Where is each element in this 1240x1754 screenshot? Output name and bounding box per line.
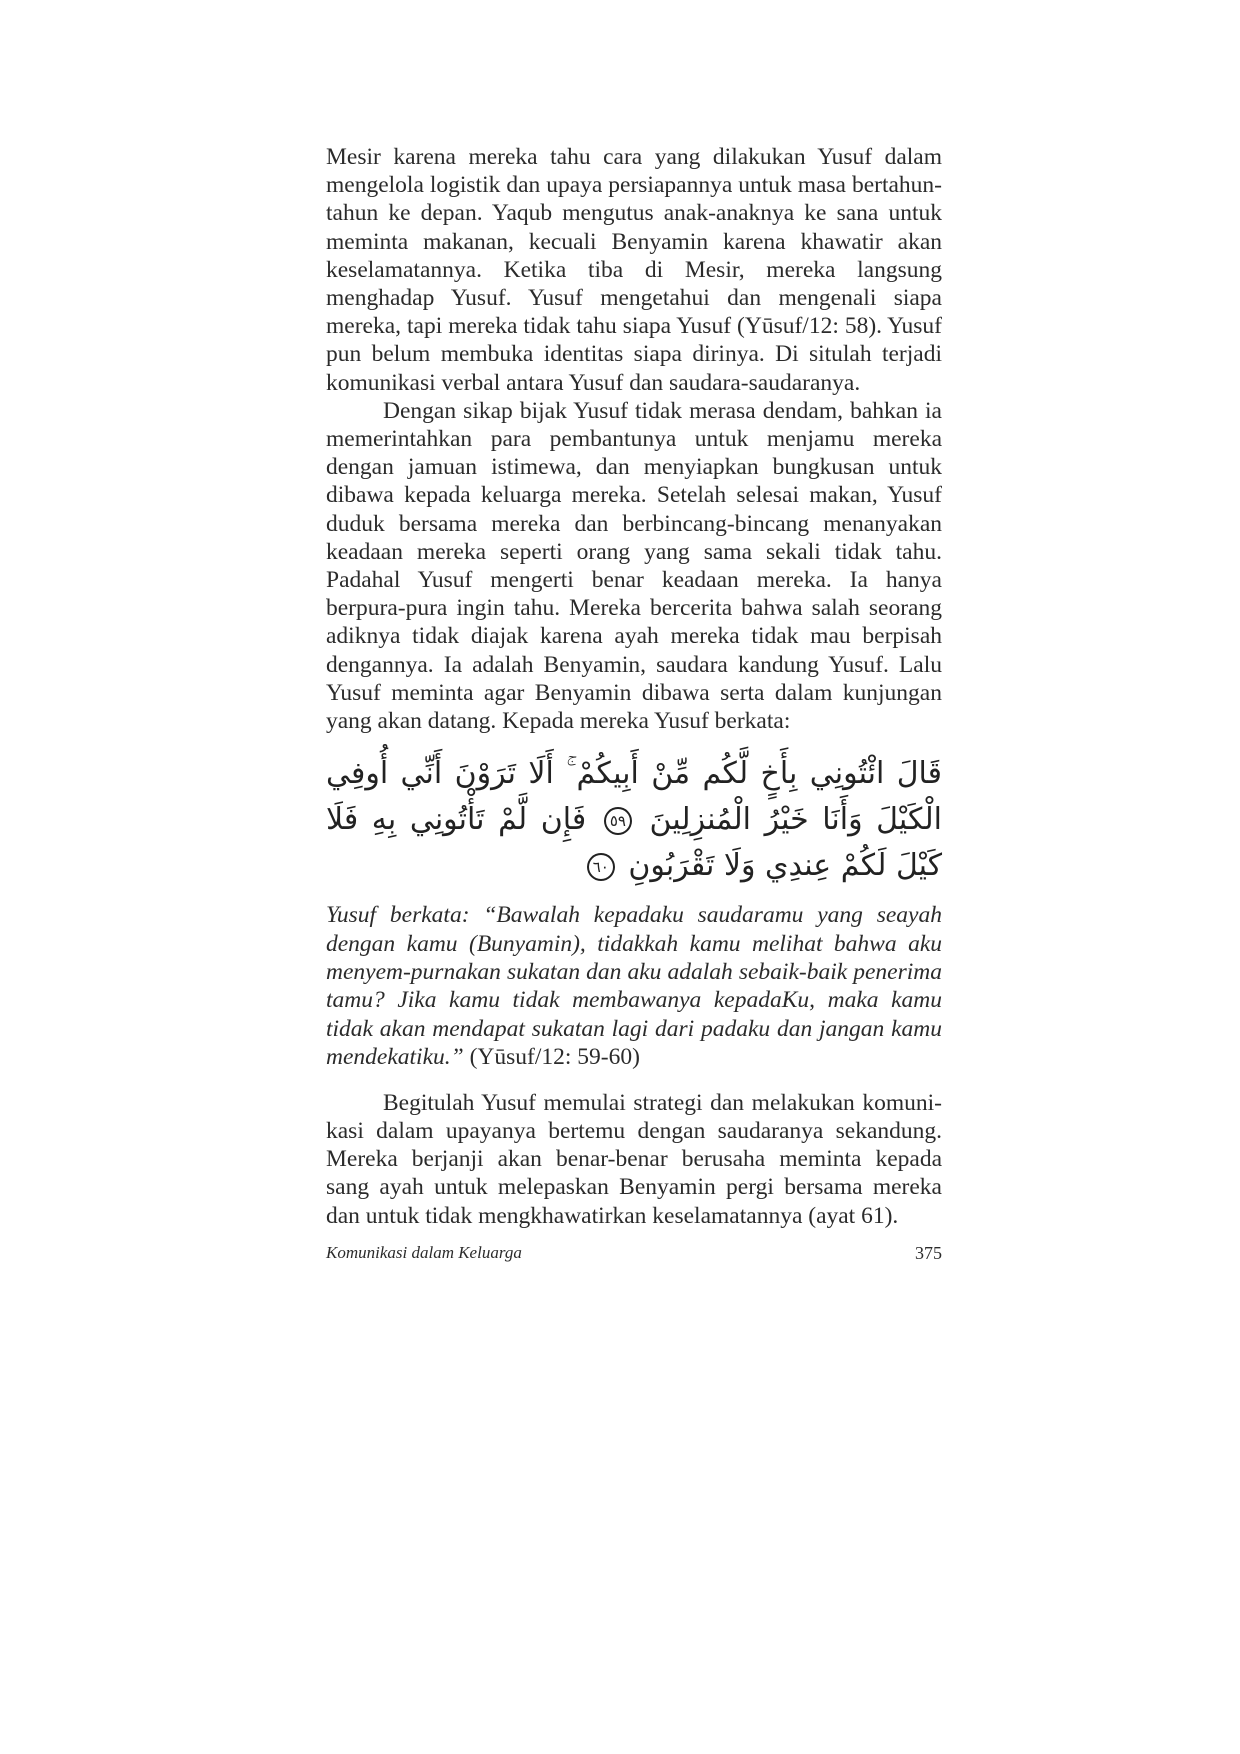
running-title: Komunikasi dalam Keluarga — [326, 1243, 522, 1262]
paragraph-2: Dengan sikap bijak Yusuf tidak merasa dendam, bahkan ia memerintahkan para pembantunya untuk menjamu mereka dengan jamuan istimewa, dan menyiapkan bungkusan untuk dibawa kepada keluarga mereka. Setelah selesai makan, Yusuf duduk bersama mereka dan berbincang-bincang menanyakan keadaan mereka seperti orang yang sama sekali tidak tahu. Padahal Yusuf mengerti benar keadaan mereka. Ia hanya berpura-pura ingin tahu. Mereka bercerita bahwa salah seorang adiknya tidak diajak karena ayah mereka tidak mau berpisah dengannya. Ia adalah Benyamin, saudara kandung Yusuf. Lalu Yusuf meminta agar Benyamin dibawa serta dalam kunjungan yang akan datang. Kepada mereka Yusuf berkata: — [326, 397, 942, 735]
translation-text: Yusuf berkata: “Bawalah kepadaku saudaramu yang seayah dengan kamu (Bunyamin), tidakkah kamu melihat bahwa aku menyem-purnakan sukatan dan aku adalah sebaik-baik penerima tamu? Jika kamu tidak membawanya kepadaKu, maka kamu tidak akan mendapat sukatan lagi dari padaku dan jangan kamu mendekatiku.” — [326, 902, 942, 1071]
arabic-verse-59: قَالَ ائْتُونِي بِأَخٍ لَّكُم مِّنْ أَبِيكُمْ ۚ أَلَا تَرَوْنَ أَنِّي أُوفِي الْكَيْلَ وَأَنَا خَيْرُ الْمُنزِلِينَ — [326, 756, 942, 838]
arabic-verse-block — [326, 751, 942, 889]
page-body — [326, 143, 942, 1230]
ayah-number-59: ٥٩ — [604, 807, 632, 835]
ayah-number-60: ٦٠ — [587, 853, 615, 881]
page-footer — [326, 1243, 942, 1267]
verse-translation — [326, 901, 942, 1071]
translation-reference: (Yūsuf/12: 59-60) — [463, 1044, 640, 1071]
page-number: 375 — [915, 1243, 942, 1263]
arabic-verse-60: فَإِن لَّمْ تَأْتُونِي بِهِ فَلَا كَيْلَ لَكُمْ عِندِي وَلَا تَقْرَبُونِ — [326, 802, 942, 884]
paragraph-3: Begitulah Yusuf memulai strategi dan melakukan komuni-kasi dalam upayanya bertemu dengan saudaranya sekandung. Mereka berjanji akan benar-benar berusaha meminta kepada sang ayah untuk melepaskan Benyamin pergi bersama mereka dan untuk tidak mengkhawatirkan keselamatannya (ayat 61). — [326, 1089, 942, 1229]
paragraph-1: Mesir karena mereka tahu cara yang dilakukan Yusuf dalam mengelola logistik dan upaya persiapannya untuk masa bertahun-tahun ke depan. Yaqub mengutus anak-anaknya ke sana untuk meminta makanan, kecuali Benyamin karena khawatir akan keselamatannya. Ketika tiba di Mesir, mereka langsung menghadap Yusuf. Yusuf mengetahui dan mengenali siapa mereka, tapi mereka tidak tahu siapa Yusuf (Yūsuf/12: 58). Yusuf pun belum membuka identitas siapa dirinya. Di situlah terjadi komunikasi verbal antara Yusuf dan saudara-saudaranya. — [326, 144, 942, 396]
